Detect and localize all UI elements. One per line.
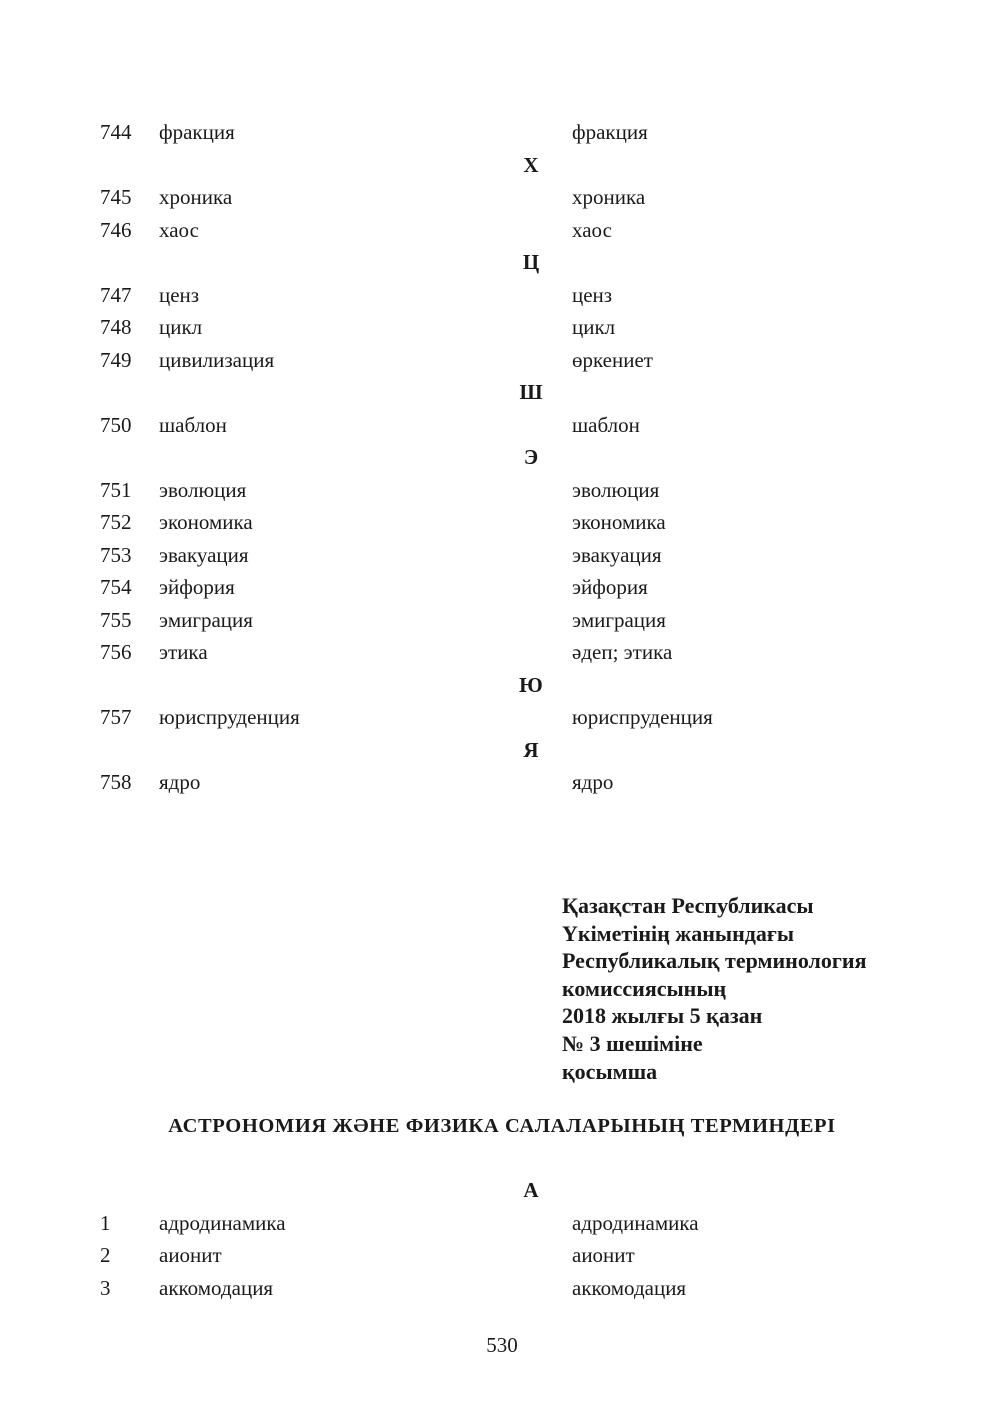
term-kazakh: аионит bbox=[572, 1243, 635, 1267]
term-number: 752 bbox=[100, 510, 132, 534]
letter-heading: Ш bbox=[519, 380, 543, 404]
approval-line: Үкіметінің жанындағы bbox=[562, 920, 795, 946]
term-russian: аионит bbox=[159, 1243, 222, 1267]
term-kazakh: эйфория bbox=[572, 575, 648, 599]
term-russian: эволюция bbox=[159, 477, 247, 502]
term-kazakh: цикл bbox=[572, 315, 616, 339]
term-row bbox=[0, 766, 1004, 798]
term-russian: экономика bbox=[159, 510, 253, 534]
term-row bbox=[0, 116, 1004, 148]
letter-heading: А bbox=[523, 1178, 539, 1202]
term-row bbox=[0, 474, 1004, 506]
term-kazakh: эволюция bbox=[572, 477, 660, 502]
term-row bbox=[0, 539, 1004, 571]
term-russian: хаос bbox=[159, 217, 199, 242]
term-russian: ценз bbox=[159, 282, 200, 307]
approval-line: қосымша bbox=[562, 1058, 658, 1084]
approval-line: Қазақстан Республикасы bbox=[562, 893, 814, 918]
term-row bbox=[0, 279, 1004, 311]
term-russian: цивилизация bbox=[159, 347, 275, 372]
term-russian: эвакуация bbox=[159, 542, 249, 567]
term-number: 753 bbox=[100, 542, 132, 567]
term-kazakh: өркениет bbox=[572, 347, 653, 372]
term-row bbox=[0, 506, 1004, 538]
approval-line: Республикалық терминология bbox=[562, 948, 867, 974]
term-kazakh: эвакуация bbox=[572, 542, 662, 567]
term-row bbox=[0, 409, 1004, 441]
term-russian: эйфория bbox=[159, 575, 235, 599]
term-number: 2 bbox=[100, 1243, 111, 1267]
term-russian: адродинамика bbox=[159, 1210, 286, 1235]
letter-heading: Х bbox=[523, 152, 539, 177]
term-row bbox=[0, 636, 1004, 668]
term-number: 3 bbox=[100, 1275, 111, 1300]
term-kazakh: экономика bbox=[572, 510, 666, 534]
term-russian: эмиграция bbox=[159, 607, 253, 632]
term-russian: ядро bbox=[159, 770, 201, 794]
term-number: 745 bbox=[100, 185, 132, 209]
term-russian: юриспруденция bbox=[159, 705, 300, 729]
term-row bbox=[0, 571, 1004, 603]
letter-heading: Я bbox=[523, 737, 539, 762]
section-title: АСТРОНОМИЯ ЖӘНЕ ФИЗИКА САЛАЛАРЫНЫҢ ТЕРМИНДЕРІ bbox=[168, 1115, 836, 1137]
term-number: 758 bbox=[100, 770, 132, 794]
term-kazakh: әдеп; этика bbox=[572, 640, 673, 664]
term-russian: этика bbox=[159, 640, 208, 664]
letter-heading: Ю bbox=[519, 672, 543, 697]
term-number: 744 bbox=[100, 120, 132, 144]
term-kazakh: фракция bbox=[572, 120, 648, 144]
approval-line: комиссиясының bbox=[562, 975, 727, 1001]
approval-line: № 3 шешіміне bbox=[562, 1030, 703, 1056]
letter-heading: Э bbox=[523, 445, 539, 469]
term-number: 748 bbox=[100, 315, 132, 339]
term-number: 755 bbox=[100, 607, 132, 632]
term-russian: шаблон bbox=[159, 412, 227, 437]
term-kazakh: юриспруденция bbox=[572, 705, 713, 729]
term-row bbox=[0, 344, 1004, 376]
term-row bbox=[0, 181, 1004, 213]
page-number: 530 bbox=[486, 1333, 518, 1357]
term-russian: аккомодация bbox=[159, 1275, 274, 1300]
term-number: 754 bbox=[100, 575, 132, 599]
term-number: 747 bbox=[100, 282, 132, 307]
term-number: 757 bbox=[100, 705, 132, 729]
approval-line: 2018 жылғы 5 қазан bbox=[562, 1003, 763, 1029]
approval-stamp-block bbox=[562, 892, 866, 1085]
term-row bbox=[0, 701, 1004, 733]
term-kazakh: шаблон bbox=[572, 412, 640, 437]
term-kazakh: ценз bbox=[572, 282, 613, 307]
term-russian: фракция bbox=[159, 120, 235, 144]
term-number: 749 bbox=[100, 347, 132, 372]
term-number: 751 bbox=[100, 477, 132, 502]
term-number: 756 bbox=[100, 640, 132, 664]
letter-heading: Ц bbox=[522, 250, 540, 274]
term-row bbox=[0, 1207, 1004, 1239]
term-row bbox=[0, 311, 1004, 343]
term-row bbox=[0, 214, 1004, 246]
term-number: 1 bbox=[100, 1210, 111, 1235]
term-russian: хроника bbox=[159, 185, 233, 209]
term-kazakh: адродинамика bbox=[572, 1210, 699, 1235]
term-kazakh: ядро bbox=[572, 770, 614, 794]
term-row bbox=[0, 604, 1004, 636]
term-row bbox=[0, 1272, 1004, 1304]
term-kazakh: эмиграция bbox=[572, 607, 666, 632]
term-number: 746 bbox=[100, 217, 132, 242]
term-number: 750 bbox=[100, 412, 132, 437]
term-kazakh: аккомодация bbox=[572, 1275, 687, 1300]
term-kazakh: хроника bbox=[572, 185, 646, 209]
term-row bbox=[0, 1239, 1004, 1271]
term-russian: цикл bbox=[159, 315, 203, 339]
term-kazakh: хаос bbox=[572, 217, 612, 242]
